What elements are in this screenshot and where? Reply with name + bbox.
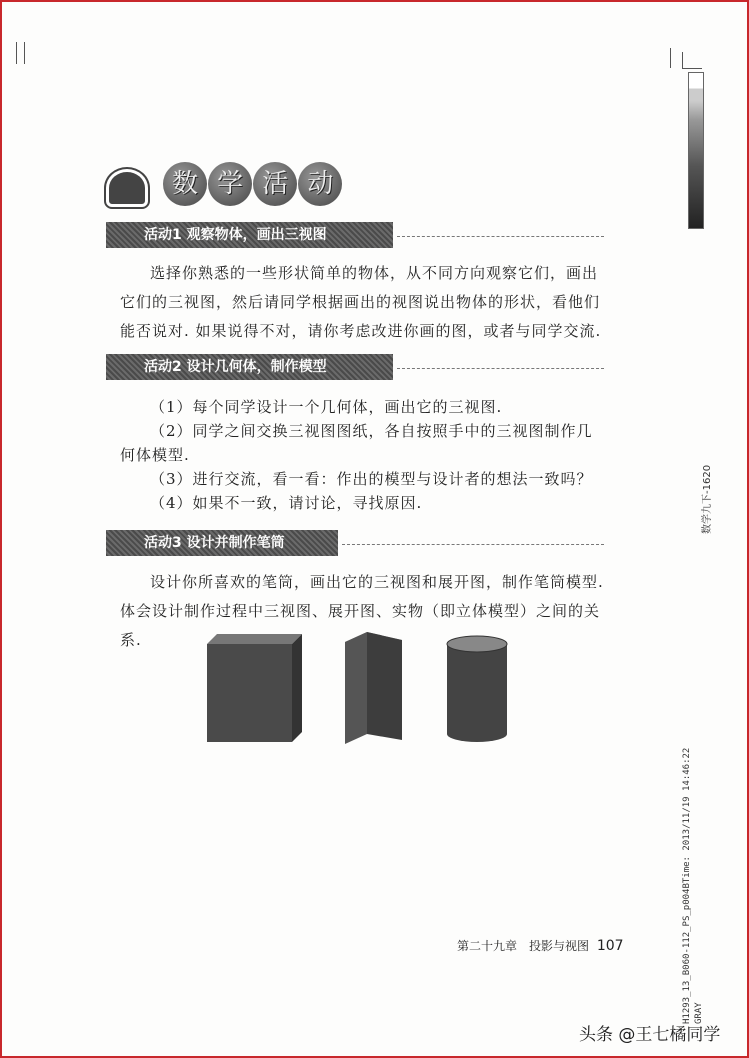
list-item: （4）如果不一致，请讨论，寻找原因. — [150, 494, 423, 512]
crop-mark — [24, 42, 25, 64]
divider — [397, 236, 604, 237]
title-char: 动 — [298, 162, 342, 206]
triangular-prism-figure — [345, 632, 402, 744]
activity-3-heading: 活动3 设计并制作笔筒 — [106, 530, 338, 556]
activity-2-list — [120, 395, 604, 515]
activity-2-heading: 活动2 设计几何体，制作模型 — [106, 354, 393, 380]
print-meta: H1293_13_B060-112_PS_p004BTime: 2013/11/19 14:46:22 — [682, 747, 692, 1024]
title-char: 活 — [253, 162, 297, 206]
cuboid-figure — [207, 634, 302, 742]
title-char: 数 — [163, 162, 207, 206]
section-title — [106, 162, 338, 207]
book-code: 数学九下-1620 — [702, 464, 713, 534]
print-meta-gray: GRAY — [694, 1002, 704, 1024]
title-char: 学 — [208, 162, 252, 206]
gray-scale-bar — [688, 72, 704, 229]
pen-holder-figures — [197, 632, 517, 752]
activity-1-text — [120, 259, 604, 346]
activity-1-heading: 活动1 观察物体，画出三视图 — [106, 222, 393, 248]
paragraph: 选择你熟悉的一些形状简单的物体，从不同方向观察它们，画出它们的三视图，然后请同学根据画出的视图说出物体的形状，看他们能否说对. 如果说得不对，请你考虑改进你画的图，或者与同学交流. — [120, 264, 602, 340]
page-footer — [457, 937, 624, 954]
crop-mark — [670, 48, 671, 68]
watermark: 头条 @王七橘同学 — [579, 1025, 721, 1045]
list-item: （1）每个同学设计一个几何体，画出它的三视图. — [150, 398, 503, 416]
page-number: 107 — [596, 938, 624, 954]
compass-icon — [106, 169, 148, 207]
cylinder-figure — [447, 636, 507, 742]
crop-mark — [682, 52, 683, 68]
crop-mark — [682, 68, 702, 69]
list-item: （2）同学之间交换三视图图纸，各自按照手中的三视图制作几何体模型. — [120, 422, 593, 464]
paragraph: 设计你所喜欢的笔筒，画出它的三视图和展开图，制作笔筒模型. 体会设计制作过程中三视图、展开图、实物（即立体模型）之间的关系. — [120, 573, 604, 649]
crop-mark — [16, 42, 17, 64]
list-item: （3）进行交流，看一看：作出的模型与设计者的想法一致吗？ — [150, 470, 593, 488]
divider — [397, 368, 604, 369]
chapter-title: 第二十九章 投影与视图 — [457, 939, 590, 953]
divider — [342, 544, 604, 545]
